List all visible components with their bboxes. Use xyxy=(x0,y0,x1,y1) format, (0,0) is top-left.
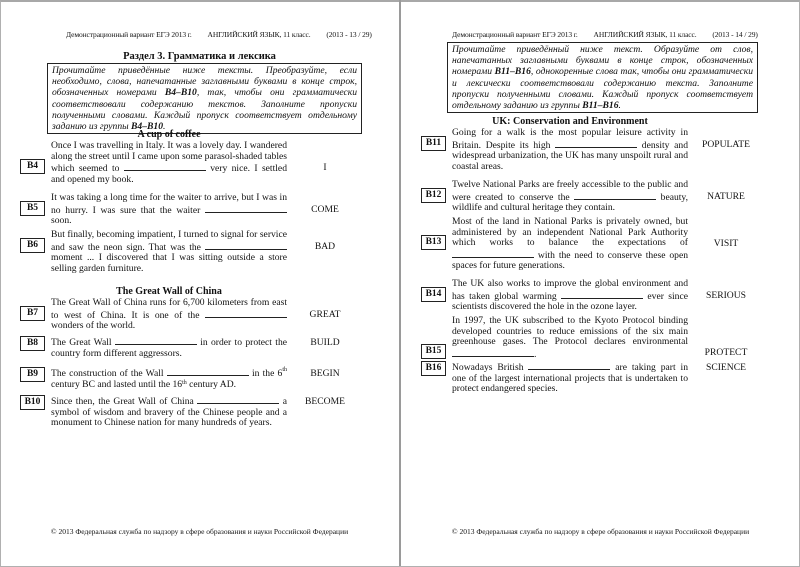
section-title: Раздел 3. Грамматика и лексика xyxy=(123,51,276,62)
instruction-text: . xyxy=(163,121,166,133)
instruction-range: B4–B10 xyxy=(131,121,164,133)
source-word: BAD xyxy=(314,241,336,252)
task-text-before: The UK also works to improve the global environment and has taken global warming xyxy=(452,278,688,302)
task-text-before: But finally, becoming impatient, I turned to signal for service and saw the neon sign. That was the xyxy=(51,229,287,253)
task-label: B9 xyxy=(20,367,45,382)
task-text xyxy=(452,128,688,172)
task-text-after: moment ... I discovered that I was sitting outside a store selling garden furniture. xyxy=(51,252,287,274)
source-word: VISIT xyxy=(713,238,739,249)
task-text-after: in the 6 xyxy=(248,368,283,379)
task-text xyxy=(452,316,688,360)
source-word: NATURE xyxy=(707,191,745,202)
page-footer: © 2013 Федеральная служба по надзору в сфере образования и науки Российской Федерации xyxy=(451,527,750,536)
instruction-range: B4–B10 xyxy=(164,87,197,99)
task-text-before: Most of the land in National Parks is privately owned, but administered by an independent National Park Authority which works to balance the expectations of xyxy=(452,216,688,249)
answer-blank[interactable] xyxy=(452,249,534,258)
instruction-box xyxy=(47,63,362,134)
task-label: B15 xyxy=(421,344,446,359)
source-word: I xyxy=(323,162,327,173)
task-text-before: Once I was travelling in Italy. It was a lovely day. I wandered along the street until I came upon some parasol-shaded tables which seemed to xyxy=(51,140,287,175)
page-header xyxy=(66,30,386,39)
task-text xyxy=(51,193,287,227)
task-label: B6 xyxy=(20,238,45,253)
task-label: B10 xyxy=(20,395,45,410)
source-word: POPULATE xyxy=(702,139,750,150)
task-text xyxy=(452,361,688,395)
task-label: B5 xyxy=(20,201,45,216)
task-label: B14 xyxy=(421,287,446,302)
task-text-after: . xyxy=(534,348,537,360)
task-text-before: Going for a walk is the most popular leisure activity in Britain. Despite its high xyxy=(452,127,688,151)
task-text-before: The construction of the Wall xyxy=(51,368,167,379)
answer-blank[interactable] xyxy=(452,348,534,357)
task-text xyxy=(51,395,287,429)
task-text xyxy=(51,298,287,332)
source-word: BECOME xyxy=(305,396,345,407)
task-text-before: The Great Wall xyxy=(51,337,115,348)
page-13 xyxy=(0,0,399,566)
task-label: B11 xyxy=(421,136,446,151)
task-text-after: with the need to conserve these open spaces for future generations. xyxy=(452,249,688,272)
task-label: B13 xyxy=(421,235,446,250)
instruction-box xyxy=(447,42,758,113)
task-text-before: The Great Wall of China runs for 6,700 kilometers from east to west of China. It is one of the xyxy=(51,297,287,321)
task-text xyxy=(51,141,287,185)
task-label: B16 xyxy=(421,361,446,376)
task-text-after: wonders of the world. xyxy=(51,320,136,332)
header-subject: АНГЛИЙСКИЙ ЯЗЫК, 11 класс. xyxy=(207,30,311,39)
task-label: B4 xyxy=(20,159,45,174)
task-text xyxy=(452,279,688,313)
instruction-range: B11–B16 xyxy=(494,66,531,78)
source-word: COME xyxy=(311,204,339,215)
task-text-before: Since then, the Great Wall of China xyxy=(51,396,198,407)
answer-blank[interactable] xyxy=(555,139,637,148)
task-label: B12 xyxy=(421,188,446,203)
header-page-number: (2013 - 14 / 29) xyxy=(712,30,758,39)
instruction-text: Прочитайте приведённые ниже тексты. Преобразуйте, если необходимо, слова, напечатанные заглавными буквами в конце строк, обозначенных номерами xyxy=(52,65,357,99)
answer-blank[interactable] xyxy=(561,290,643,299)
task-text xyxy=(452,180,688,214)
source-word: BUILD xyxy=(310,337,340,348)
header-variant: Демонстрационный вариант ЕГЭ 2013 г. xyxy=(452,30,578,39)
source-word: BEGIN xyxy=(310,368,340,379)
story-title: A cup of coffee xyxy=(137,129,201,140)
instruction-text: , так, чтобы они грамматически соответствовали содержанию текстов. Заполните пропуски полученными словами. Каждый пропуск соответствует отдельному заданию из группы xyxy=(52,87,357,133)
task-label: B7 xyxy=(20,306,45,321)
instruction-range: B11–B16 xyxy=(582,100,619,112)
answer-blank[interactable] xyxy=(167,367,249,376)
answer-blank[interactable] xyxy=(205,241,287,250)
page-header xyxy=(452,30,772,39)
source-word: PROTECT xyxy=(704,347,748,358)
task-text xyxy=(51,336,287,359)
instruction-text: Прочитайте приведённый ниже текст. Образуйте от слов, напечатанных заглавными буквами в конце строк, обозначенных номерами xyxy=(452,44,753,78)
superscript: th xyxy=(182,379,187,386)
task-text-after: in order to protect the country form different aggressors. xyxy=(51,337,288,359)
header-subject: АНГЛИЙСКИЙ ЯЗЫК, 11 класс. xyxy=(593,30,697,39)
task-text xyxy=(51,367,287,390)
instruction-text: , однокоренные слова так, чтобы они грамматически и лексически соответствовали содержанию текста. Заполните пропуски полученными словами. Каждый пропуск соответствует отдельному заданию из группы xyxy=(452,66,753,112)
answer-blank[interactable] xyxy=(205,204,287,213)
task-text-before: In 1997, the UK subscribed to the Kyoto Protocol binding developed countries to reduce emissions of the six main greenhouse gases. The Protocol declares environmental xyxy=(452,315,688,348)
story-title: The Great Wall of China xyxy=(116,286,222,297)
task-text-after: density and widespread urbanization, the UK has many unspoilt rural and coastal areas. xyxy=(452,139,688,172)
source-word: SERIOUS xyxy=(706,290,746,301)
task-text-after: beauty, wildlife and cultural heritage they contain. xyxy=(452,191,688,214)
task-text-after: century BC and lasted until the 16 xyxy=(51,378,183,390)
header-page-number: (2013 - 13 / 29) xyxy=(326,30,372,39)
task-text-before: Nowadays British xyxy=(452,362,529,373)
task-text-after: very nice. I settled and opened my book. xyxy=(51,163,287,185)
task-text xyxy=(452,217,688,272)
answer-blank[interactable] xyxy=(115,336,197,345)
task-label: B8 xyxy=(20,336,45,351)
task-text-before: Twelve National Parks are freely accessible to the public and were created to conserve the xyxy=(452,179,688,203)
task-text-after: are taking part in one of the largest international projects that is undertaken to protect endangered species. xyxy=(452,362,688,395)
task-text-after: century AD. xyxy=(186,378,237,390)
page-14 xyxy=(401,0,800,566)
superscript: th xyxy=(282,367,287,373)
answer-blank[interactable] xyxy=(124,162,206,171)
answer-blank[interactable] xyxy=(574,191,656,200)
answer-blank[interactable] xyxy=(528,361,610,370)
page-footer: © 2013 Федеральная служба по надзору в сфере образования и науки Российской Федерации xyxy=(50,527,349,536)
task-text-after: ever since scientists discovered the hole in the ozone layer. xyxy=(452,290,688,313)
task-text-after: a symbol of wisdom and bravery of the Chinese people and a monument to Chinese nation for many hundreds of years. xyxy=(51,396,287,429)
answer-blank[interactable] xyxy=(205,309,287,318)
instruction-text: . xyxy=(618,100,621,112)
story-title: UK: Conservation and Environment xyxy=(492,116,648,127)
task-text-before: It was taking a long time for the waiter to arrive, but I was in no hurry. I was sure that the waiter xyxy=(51,192,287,216)
task-text-after: soon. xyxy=(51,215,72,227)
header-variant: Демонстрационный вариант ЕГЭ 2013 г. xyxy=(66,30,192,39)
source-word: SCIENCE xyxy=(706,362,746,373)
source-word: GREAT xyxy=(309,309,341,320)
task-text xyxy=(51,230,287,274)
answer-blank[interactable] xyxy=(197,395,279,404)
